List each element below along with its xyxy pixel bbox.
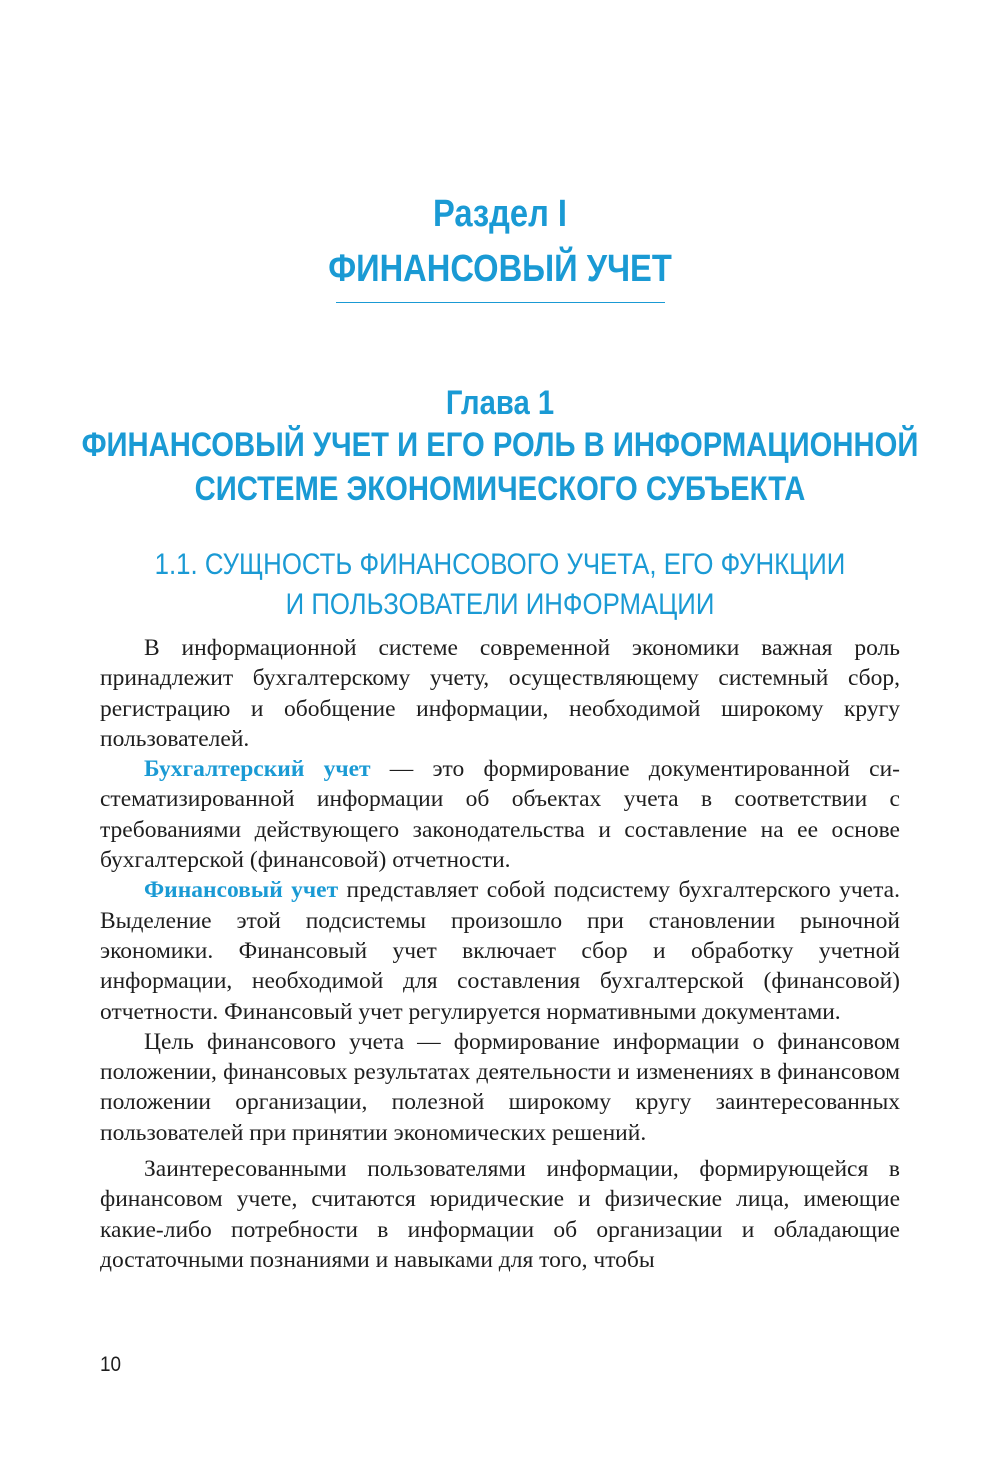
subsection-title-line-1: 1.1. СУЩНОСТЬ ФИНАНСОВОГО УЧЕТА, ЕГО ФУНКЦИИ — [154, 548, 846, 581]
section-title: ФИНАНСОВЫЙ УЧЕТ — [328, 248, 672, 290]
paragraph-2-text: — это формирование документированной систематизированной информации об объектах учета в соответствии с требованиями действующего законодательства и составление на ее основе бухгалтерской (финансовой) отчетности. — [100, 756, 900, 874]
paragraph-4: Цель финансового учета — формирование информации о финансовом положении, финансовых результатах деятельности и изменениях в финансовом положении организации, полезной широкому кругу заинтересованных пользователей при принятии экономических решений. — [100, 1028, 900, 1146]
paragraph-1: В информационной системе современной экономики важная роль принадлежит бухгалтерскому учету, осуществляющему системный сбор, регистрацию и обобщение информации, необходимой широкому кругу пользователей. — [100, 635, 900, 752]
paragraph-3 — [100, 875, 900, 1026]
page-number: 10 — [100, 1353, 122, 1376]
term-financial-accounting: Финансовый учет — [144, 877, 339, 904]
paragraph-3-text: представляет собой подсистему бухгалтерского учета. Выделение этой подсистемы произошло при становлении рыночной экономики. Финансовый учет включает сбор и обработку учетной информации, необходимой для составления бухгалтерской (финансовой) отчетности. Финансовый учет регулируется нормативными документами. — [100, 877, 900, 1025]
chapter-label: Глава 1 — [445, 384, 555, 422]
paragraph-5: Заинтересованными пользователями информации, формирующейся в финансовом учете, считаются юридические и физические лица, имеющие какие-либо потребности в информации об организации и обладающие достаточными познаниями и навыками для того, чтобы — [100, 1156, 900, 1273]
section-label: Раздел I — [432, 193, 568, 235]
subsection-title — [70, 545, 930, 625]
chapter-title-line-2: СИСТЕМЕ ЭКОНОМИЧЕСКОГО СУБЪЕКТА — [194, 470, 806, 508]
subsection-title-line-2: И ПОЛЬЗОВАТЕЛИ ИНФОРМАЦИИ — [285, 588, 715, 621]
chapter-title — [70, 423, 930, 511]
body-text — [100, 633, 900, 1275]
chapter-title-line-1: ФИНАНСОВЫЙ УЧЕТ И ЕГО РОЛЬ В ИНФОРМАЦИОННОЙ — [81, 426, 919, 464]
section-divider — [336, 302, 665, 303]
paragraph-2 — [100, 754, 900, 875]
term-accounting: Бухгалтерский учет — [144, 756, 371, 783]
